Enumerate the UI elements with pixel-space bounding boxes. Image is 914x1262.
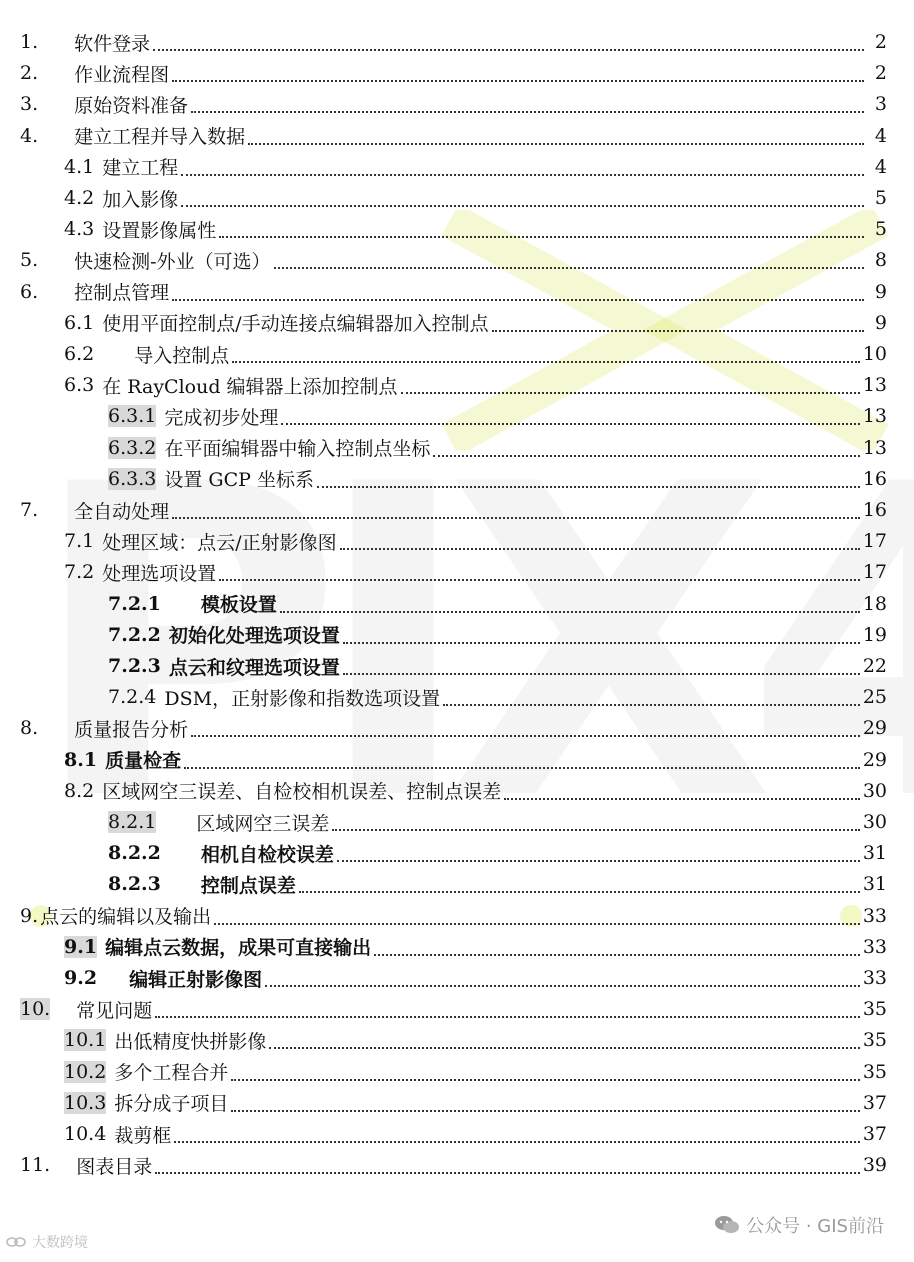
toc-title: 原始资料准备 — [74, 94, 189, 117]
toc-number: 7.1 — [64, 530, 95, 553]
toc-page-number: 18 — [862, 592, 887, 615]
toc-entry[interactable] — [108, 432, 887, 464]
toc-leader-dots — [504, 798, 860, 800]
toc-leader-dots — [492, 330, 864, 332]
toc-leader-dots — [153, 49, 864, 51]
toc-page-number: 31 — [862, 842, 887, 865]
toc-number: 10.1 — [64, 1029, 107, 1052]
toc-entry[interactable] — [64, 1087, 887, 1119]
footer-brand — [6, 1232, 88, 1252]
toc-number: 6.2 — [64, 343, 95, 365]
toc-leader-dots — [155, 1172, 860, 1174]
toc-title: 出低精度快拼影像 — [114, 1030, 267, 1053]
toc-page-number: 17 — [862, 561, 887, 584]
toc-number: 6.1 — [64, 311, 95, 334]
toc-leader-dots — [401, 392, 860, 394]
toc-leader-dots — [184, 767, 860, 769]
toc-title: 常见问题 — [76, 999, 153, 1022]
toc-number: 6.3.3 — [108, 467, 157, 490]
toc-entry[interactable] — [64, 1056, 887, 1088]
toc-entry[interactable] — [108, 868, 887, 900]
toc-entry[interactable] — [20, 276, 887, 308]
toc-entry[interactable] — [20, 494, 887, 526]
toc-leader-dots — [433, 455, 859, 457]
toc-number: 7.2.1 — [108, 592, 161, 615]
toc-title: 裁剪框 — [114, 1124, 172, 1147]
toc-number: 10. — [20, 998, 51, 1021]
toc-leader-dots — [280, 611, 860, 613]
toc-title: 软件登录 — [74, 32, 151, 55]
toc-entry[interactable] — [64, 182, 887, 214]
toc-entry[interactable] — [108, 619, 887, 651]
toc-entry[interactable] — [20, 993, 887, 1025]
toc-entry[interactable] — [108, 806, 887, 838]
toc-entry[interactable] — [64, 151, 887, 183]
toc-page-number: 16 — [862, 499, 887, 521]
toc-page-number: 29 — [862, 717, 887, 740]
toc-leader-dots — [172, 299, 864, 301]
toc-number: 4.2 — [64, 187, 95, 209]
toc-entry[interactable] — [20, 57, 887, 89]
toc-leader-dots — [231, 1079, 859, 1081]
toc-title: 质量检查 — [105, 750, 182, 773]
toc-entry[interactable] — [64, 369, 887, 401]
toc-number: 6. — [20, 280, 39, 303]
toc-number: 6.3.1 — [108, 405, 157, 428]
toc-title: 编辑点云数据，成果可直接输出 — [105, 937, 372, 960]
toc-title: 快速检测-外业（可选） — [74, 250, 271, 273]
toc-number: 10.3 — [64, 1091, 107, 1114]
toc-title: 点云和纹理选项设置 — [168, 656, 340, 679]
toc-page-number: 29 — [862, 748, 887, 771]
toc-page-number: 35 — [862, 998, 887, 1021]
toc-entry[interactable] — [108, 837, 887, 869]
toc-page-number: 33 — [862, 967, 887, 989]
toc-title: 相机自检校误差 — [200, 843, 334, 866]
toc-title: 初始化处理选项设置 — [168, 625, 340, 648]
toc-leader-dots — [265, 985, 860, 987]
toc-entry[interactable] — [64, 525, 887, 557]
toc-leader-dots — [274, 267, 864, 269]
toc-title: 建立工程并导入数据 — [74, 126, 246, 149]
toc-title: 控制点管理 — [74, 282, 170, 305]
toc-page-number: 5 — [874, 187, 887, 209]
toc-page-number: 37 — [862, 1123, 887, 1145]
toc-number: 8.2.3 — [108, 873, 161, 896]
toc-number: 7. — [20, 499, 39, 521]
toc-title: 设置影像属性 — [102, 219, 217, 242]
toc-page-number: 17 — [862, 530, 887, 553]
toc-number: 2. — [20, 62, 39, 85]
toc-page-number: 39 — [862, 1154, 887, 1177]
toc-page-number: 9 — [874, 311, 887, 334]
toc-page-number: 16 — [862, 467, 887, 490]
toc-leader-dots — [231, 1110, 859, 1112]
toc-leader-dots — [248, 143, 864, 145]
toc-title: 在平面编辑器中输入控制点坐标 — [164, 438, 431, 461]
toc-title: 建立工程 — [102, 157, 179, 180]
toc-entry[interactable] — [64, 307, 887, 339]
toc-page-number: 30 — [862, 811, 887, 833]
toc-leader-dots — [155, 1016, 860, 1018]
toc-number: 11. — [20, 1154, 51, 1177]
toc-entry[interactable] — [20, 900, 887, 932]
toc-entry[interactable] — [64, 775, 887, 807]
toc-entry[interactable] — [64, 962, 887, 994]
toc-title: 多个工程合并 — [114, 1062, 229, 1085]
toc-page-number: 2 — [874, 62, 887, 85]
toc-number: 7.2.4 — [108, 686, 157, 709]
toc-title: 模板设置 — [200, 594, 277, 617]
toc-title: 控制点误差 — [200, 874, 296, 897]
toc-entry[interactable] — [20, 244, 887, 276]
toc-number: 8.2.2 — [108, 842, 161, 865]
toc-leader-dots — [214, 923, 860, 925]
toc-page-number: 19 — [862, 623, 887, 646]
toc-number: 4. — [20, 124, 39, 147]
toc-number: 9. — [20, 904, 39, 927]
toc-number: 10.2 — [64, 1060, 107, 1083]
toc-title: 点云的编辑以及输出 — [40, 906, 212, 929]
toc-entry[interactable] — [20, 1149, 887, 1181]
toc-leader-dots — [232, 361, 860, 363]
toc-entry[interactable] — [64, 556, 887, 588]
toc-leader-dots — [299, 891, 860, 893]
toc-title: 处理选项设置 — [102, 562, 217, 585]
toc-page-number: 30 — [862, 779, 887, 802]
toc-number: 7.2.2 — [108, 623, 161, 646]
toc-leader-dots — [219, 579, 860, 581]
toc-title: 质量报告分析 — [74, 718, 189, 741]
toc-leader-dots — [374, 954, 860, 956]
toc-leader-dots — [343, 673, 860, 675]
toc-page-number: 8 — [874, 249, 887, 272]
toc-number: 8.2.1 — [108, 811, 157, 833]
wechat-icon — [714, 1215, 740, 1235]
toc-leader-dots — [281, 423, 859, 425]
toc-page-number: 13 — [862, 405, 887, 428]
toc-entry[interactable] — [20, 88, 887, 120]
toc-leader-dots — [181, 205, 864, 207]
toc-entry[interactable] — [64, 338, 887, 370]
toc-leader-dots — [343, 642, 860, 644]
footer-account — [714, 1212, 884, 1238]
toc-page-number: 33 — [862, 935, 887, 958]
toc-page-number: 3 — [874, 93, 887, 116]
toc-page-number: 13 — [862, 436, 887, 459]
toc-number: 7.2 — [64, 561, 95, 584]
toc-title: 区域网空三误差、自检校相机误差、控制点误差 — [102, 781, 502, 804]
chain-icon — [6, 1235, 26, 1249]
toc-page-number: 9 — [874, 280, 887, 303]
toc-number: 10.4 — [64, 1123, 107, 1145]
toc-entry[interactable] — [108, 681, 887, 713]
toc-leader-dots — [317, 486, 860, 488]
toc-number: 8. — [20, 717, 39, 740]
toc-number: 6.3 — [64, 374, 95, 397]
toc-title: DSM，正射影像和指数选项设置 — [164, 687, 441, 710]
toc-page-number: 22 — [862, 655, 887, 677]
toc-page-number: 31 — [862, 873, 887, 896]
toc-title: 处理区域：点云/正射影像图 — [102, 531, 337, 554]
toc-title: 图表目录 — [76, 1155, 153, 1178]
toc-entry[interactable] — [64, 931, 887, 963]
toc-number: 3. — [20, 93, 39, 116]
toc-title: 使用平面控制点/手动连接点编辑器加入控制点 — [102, 313, 489, 336]
toc-number: 8.1 — [64, 748, 98, 771]
toc-title: 全自动处理 — [74, 500, 170, 523]
toc-leader-dots — [443, 704, 860, 706]
toc-leader-dots — [332, 829, 859, 831]
toc-page-number: 33 — [862, 904, 887, 927]
toc-number: 4.3 — [64, 218, 95, 241]
toc-title: 区域网空三误差 — [196, 812, 330, 835]
footer-right-text: 公众号 · GIS前沿 — [746, 1216, 884, 1237]
toc-page-number: 5 — [874, 218, 887, 241]
toc-title: 导入控制点 — [134, 344, 230, 367]
toc-page-number: 4 — [874, 124, 887, 147]
toc-leader-dots — [269, 1047, 859, 1049]
toc-number: 9.2 — [64, 967, 98, 989]
toc-title: 完成初步处理 — [164, 406, 279, 429]
toc-number: 9.1 — [64, 935, 98, 958]
toc-entry[interactable] — [108, 588, 887, 620]
toc-page-number: 37 — [862, 1091, 887, 1114]
toc-number: 8.2 — [64, 779, 95, 802]
toc-entry[interactable] — [64, 1118, 887, 1150]
toc-leader-dots — [219, 236, 864, 238]
toc-entry[interactable] — [108, 463, 887, 495]
toc-page-number: 25 — [862, 686, 887, 709]
toc-number: 1. — [20, 31, 39, 53]
toc-page-number: 35 — [862, 1029, 887, 1052]
toc-entry[interactable] — [20, 120, 887, 152]
toc-leader-dots — [337, 860, 860, 862]
toc-page-number: 35 — [862, 1060, 887, 1083]
toc-leader-dots — [191, 111, 864, 113]
toc-title: 作业流程图 — [74, 63, 170, 86]
toc-title: 拆分成子项目 — [114, 1093, 229, 1116]
toc-entry[interactable] — [20, 712, 887, 744]
toc-entry[interactable] — [108, 650, 887, 682]
toc-leader-dots — [172, 517, 860, 519]
toc-page-number: 10 — [862, 343, 887, 365]
toc-leader-dots — [340, 548, 860, 550]
toc-number: 6.3.2 — [108, 436, 157, 459]
toc-page-number: 4 — [874, 155, 887, 178]
toc-leader-dots — [174, 1141, 859, 1143]
toc-title: 设置 GCP 坐标系 — [164, 469, 314, 492]
toc-page-number: 2 — [874, 31, 887, 53]
toc-title: 编辑正射影像图 — [129, 968, 263, 991]
footer-left-text: 大数跨境 — [32, 1235, 88, 1251]
toc-entry[interactable] — [108, 400, 887, 432]
toc-title: 在 RayCloud 编辑器上添加控制点 — [102, 375, 398, 398]
toc-page-number: 13 — [862, 374, 887, 397]
toc-title: 加入影像 — [102, 188, 179, 211]
toc-number: 5. — [20, 249, 39, 272]
toc-number: 7.2.3 — [108, 655, 161, 677]
toc-number: 4.1 — [64, 155, 95, 178]
toc-leader-dots — [181, 174, 864, 176]
toc-entry[interactable] — [20, 26, 887, 58]
toc-entry[interactable] — [64, 213, 887, 245]
toc-leader-dots — [191, 735, 860, 737]
toc-leader-dots — [172, 80, 864, 82]
toc-entry[interactable] — [64, 744, 887, 776]
toc-entry[interactable] — [64, 1024, 887, 1056]
